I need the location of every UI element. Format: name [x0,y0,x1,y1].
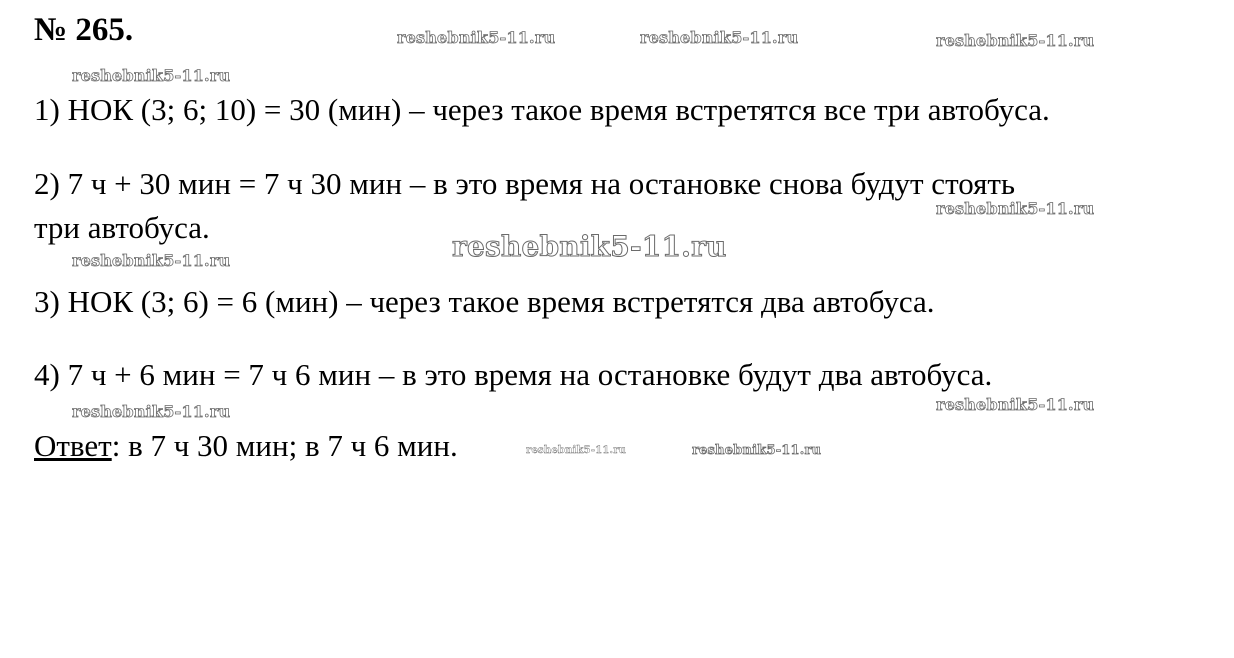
answer-label: Ответ [34,428,112,463]
watermark-text: reshebnik5-11.ru [526,445,627,456]
solution-step-2-line-2: три автобуса. [34,210,210,245]
watermark-text: reshebnik5-11.ru [936,199,1095,218]
solution-step-3: 3) НОК (3; 6) = 6 (мин) – через такое время встретятся два автобуса. [34,284,935,319]
watermark-text: reshebnik5-11.ru [72,402,231,421]
answer-line [34,430,458,461]
watermark-text: reshebnik5-11.ru [936,395,1095,414]
watermark-text: reshebnik5-11.ru [72,251,231,270]
watermark-text: reshebnik5-11.ru [692,443,822,458]
watermark-text: reshebnik5-11.ru [640,28,799,47]
solution-step-2-line-1: 2) 7 ч + 30 мин = 7 ч 30 мин – в это время на остановке снова будут стоять [34,166,1016,201]
watermark-text: reshebnik5-11.ru [936,31,1095,50]
solution-step-1: 1) НОК (3; 6; 10) = 30 (мин) – через такое время встретятся все три автобуса. [34,92,1050,127]
watermark-text: reshebnik5-11.ru [452,230,727,263]
watermark-text: reshebnik5-11.ru [397,28,556,47]
problem-number: № 265. [34,12,134,48]
answer-text: : в 7 ч 30 мин; в 7 ч 6 мин. [111,428,458,463]
solution-step-4: 4) 7 ч + 6 мин = 7 ч 6 мин – в это время на остановке будут два автобуса. [34,357,993,392]
watermark-text: reshebnik5-11.ru [72,66,231,85]
